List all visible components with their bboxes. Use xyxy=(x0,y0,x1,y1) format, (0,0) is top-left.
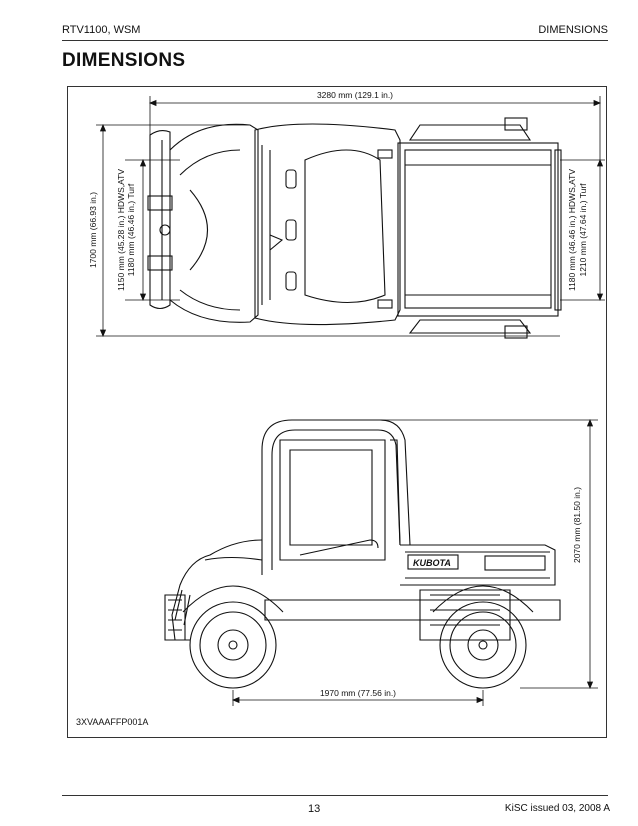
overall-width-label: 1700 mm (66.93 in.) xyxy=(88,191,98,269)
height-dimension-lines xyxy=(380,420,598,688)
header-manual-title: RTV1100, WSM xyxy=(62,24,141,36)
overall-length-label: 3280 mm (129.1 in.) xyxy=(316,90,394,100)
footer-divider xyxy=(62,795,608,796)
height-label: 2070 mm (81.50 in.) xyxy=(572,486,582,564)
top-view-vehicle-drawing xyxy=(148,118,561,338)
svg-text:KUBOTA: KUBOTA xyxy=(413,558,451,568)
page-number: 13 xyxy=(308,803,321,815)
front-tread-label-1: 1150 mm (45.28 in.) HDWS,ATV xyxy=(116,168,126,292)
wheelbase-label: 1970 mm (77.56 in.) xyxy=(319,688,397,698)
issue-info: KiSC issued 03, 2008 A xyxy=(504,803,610,814)
rear-tread-label-1: 1180 mm (46.46 in.) HDWS,ATV xyxy=(567,168,577,292)
width-dimension-lines xyxy=(96,125,560,336)
header-section-title: DIMENSIONS xyxy=(538,24,608,36)
rear-tread-label-2: 1210 mm (47.64 in.) Turf xyxy=(578,183,588,277)
page-title: DIMENSIONS xyxy=(62,50,186,71)
front-tread-label-2: 1180 mm (46.46 in.) Turf xyxy=(126,183,136,277)
figure-code: 3XVAAAFFP001A xyxy=(76,717,149,727)
side-view-vehicle-drawing xyxy=(165,420,560,688)
